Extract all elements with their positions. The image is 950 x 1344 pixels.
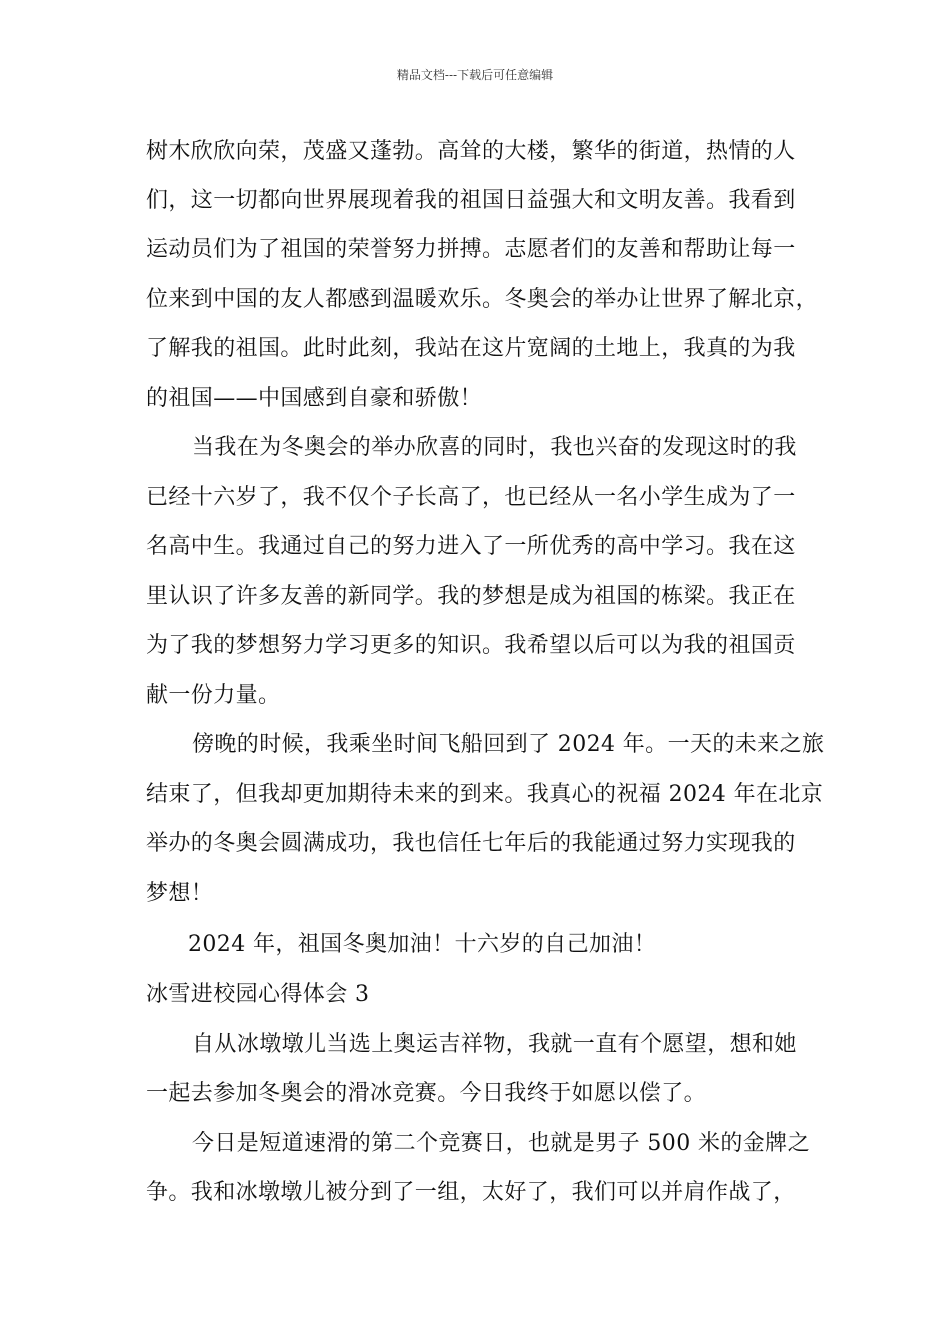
text-line: 们，这一切都向世界展现着我的祖国日益强大和文明友善。我看到 (146, 188, 796, 213)
text-line: 位来到中国的友人都感到温暖欢乐。冬奥会的举办让世界了解北京， (146, 287, 819, 312)
text-line: 树木欣欣向荣，茂盛又蓬勃。高耸的大楼，繁华的街道，热情的人 (146, 139, 796, 164)
paragraph-start-line: 2024 年，祖国冬奥加油！十六岁的自己加油！ (188, 932, 657, 957)
text-line: 为了我的梦想努力学习更多的知识。我希望以后可以为我的祖国贡 (146, 633, 796, 658)
page-header: 精品文档---下载后可任意编辑 (396, 68, 554, 82)
text-line: 一起去参加冬奥会的滑冰竞赛。今日我终于如愿以偿了。 (146, 1081, 707, 1106)
text-line: 里认识了许多友善的新同学。我的梦想是成为祖国的栋梁。我正在 (146, 584, 796, 609)
text-line: 已经十六岁了，我不仅个子长高了，也已经从一名小学生成为了一 (146, 485, 796, 510)
paragraph-start-line: 自从冰墩墩儿当选上奥运吉祥物，我就一直有个愿望，想和她 (192, 1032, 797, 1057)
text-line: 运动员们为了祖国的荣誉努力拼搏。志愿者们的友善和帮助让每一 (146, 237, 796, 262)
text-line: 名高中生。我通过自己的努力进入了一所优秀的高中学习。我在这 (146, 534, 796, 559)
text-line: 的祖国——中国感到自豪和骄傲！ (146, 386, 483, 411)
paragraph-start-line: 傍晚的时候，我乘坐时间飞船回到了 2024 年。一天的未来之旅 (192, 732, 825, 757)
paragraph-start-line: 当我在为冬奥会的举办欣喜的同时，我也兴奋的发现这时的我 (192, 435, 797, 460)
text-line: 举办的冬奥会圆满成功，我也信任七年后的我能通过努力实现我的 (146, 831, 796, 856)
text-line: 梦想！ (146, 881, 214, 906)
text-line: 争。我和冰墩墩儿被分到了一组，太好了，我们可以并肩作战了， (146, 1180, 796, 1205)
text-line: 献一份力量。 (146, 683, 281, 708)
text-line: 了解我的祖国。此时此刻，我站在这片宽阔的土地上，我真的为我 (146, 336, 796, 361)
text-line: 结束了，但我却更加期待未来的到来。我真心的祝福 2024 年在北京 (146, 782, 824, 807)
paragraph-start-line: 今日是短道速滑的第二个竞赛日，也就是男子 500 米的金牌之 (192, 1131, 810, 1156)
section-heading: 冰雪进校园心得体会 3 (146, 982, 370, 1007)
